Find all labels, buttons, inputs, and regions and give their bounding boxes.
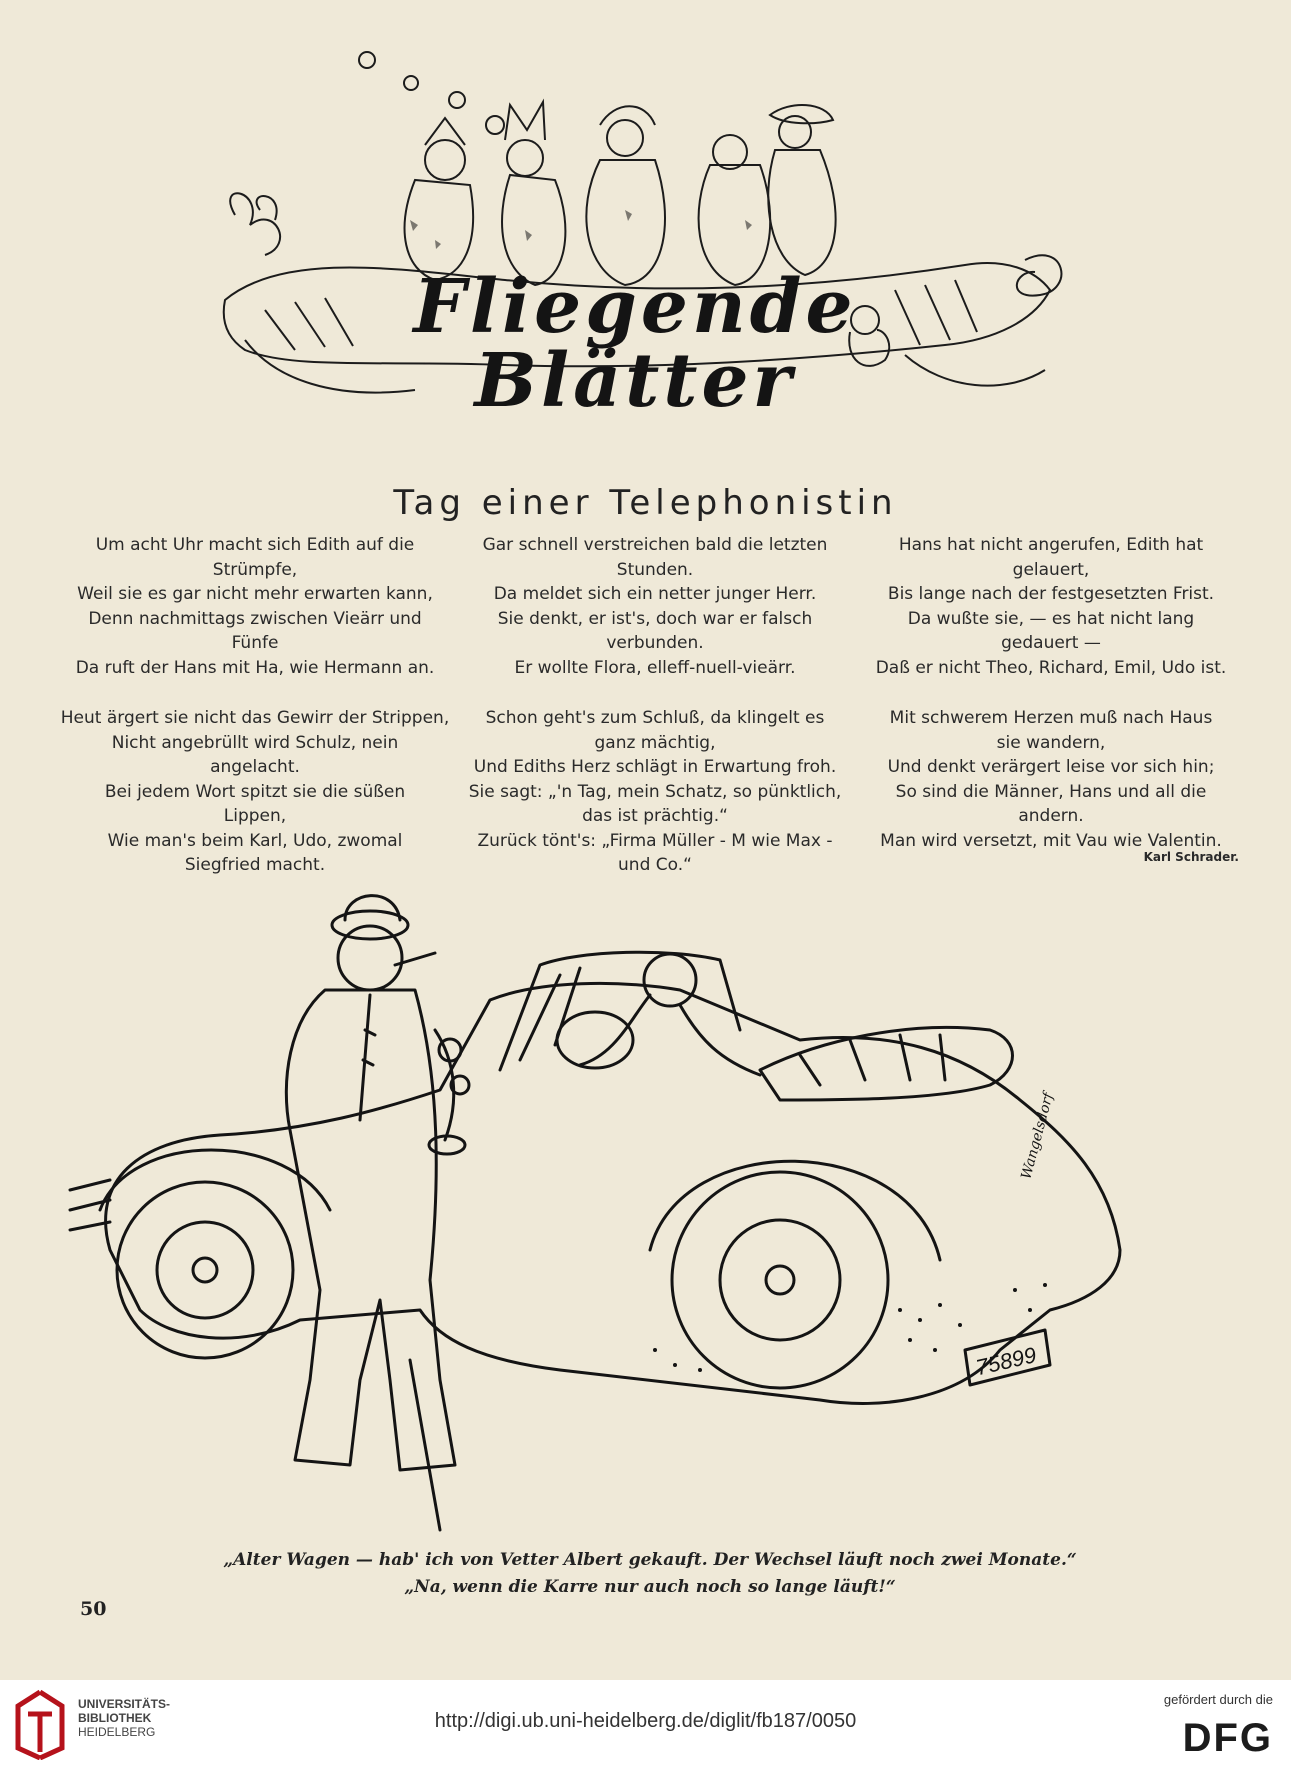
footer-bar [0, 1680, 1291, 1770]
car-drawing [60, 880, 1230, 1540]
funded-by-label: gefördert durch die [1163, 1692, 1273, 1707]
poem-stanza: Hans hat nicht angerufen, Edith hat gelauert, Bis lange nach der festgesetzten Frist. Da wußte sie, — es hat nicht lang gedauert — Daß er nicht Theo, Richard, Emil, Udo ist. [875, 535, 1227, 678]
source-url-link[interactable]: http://digi.ub.uni-heidelberg.de/diglit/fb187/0050 [434, 1710, 857, 1732]
masthead [205, 40, 1085, 424]
license-plate-number: 75899 [973, 1342, 1039, 1381]
poem-column-2 [460, 533, 850, 878]
caption-line: „Na, wenn die Karre nur auch noch so lange läuft!“ [404, 1577, 896, 1597]
artist-signature: Wangelsdorf [1018, 1091, 1057, 1182]
poem-stanza: Mit schwerem Herzen muß nach Haus sie wandern, Und denkt verärgert leise vor sich hin; So sind die Männer, Hans und all die andern. Man wird versetzt, mit Vau wie Valentin. [880, 708, 1222, 851]
cartoon-illustration [60, 880, 1230, 1540]
dfg-logo: DFG [1182, 1716, 1273, 1760]
poem-column-3 [856, 533, 1246, 853]
poem-stanza: Gar schnell verstreichen bald die letzten Stunden. Da meldet sich ein netter junger Herr. Sie denkt, er ist's, doch war er falsch verbunden. Er wollte Flora, elleff-nuell-vieärr. [482, 535, 828, 678]
poem-stanza: Heut ärgert sie nicht das Gewirr der Strippen, Nicht angebrüllt wird Schulz, nein angelacht. Bei jedem Wort spitzt sie die süßen Lippen, Wie man's beim Karl, Udo, zwomal Siegfried macht. [60, 708, 450, 875]
library-name: UNIVERSITÄTS- BIBLIOTHEK HEIDELBERG [78, 1697, 171, 1739]
page-number: 50 [80, 1598, 107, 1620]
poem-author: Karl Schrader. [1143, 850, 1239, 864]
masthead-title: Fliegende Blätter [413, 264, 857, 424]
poem-stanza: Um acht Uhr macht sich Edith auf die Strümpfe, Weil sie es gar nicht mehr erwarten kann, Denn nachmittags zwischen Vieärr und Fünfe Da ruft der Hans mit Ha, wie Hermann an. [75, 535, 435, 678]
caption-line: „Alter Wagen — hab' ich von Vetter Albert gekauft. Der Wechsel läuft noch zwei Monate.“ [223, 1550, 1077, 1570]
poem-stanza: Schon geht's zum Schluß, da klingelt es ganz mächtig, Und Ediths Herz schlägt in Erwartung froh. Sie sagt: „'n Tag, mein Schatz, so pünktlich, das ist prächtig.“ Zurück tönt's: „Firma Müller - M wie Max - und Co.“ [468, 708, 842, 875]
cartoon-caption [200, 1547, 1100, 1601]
poem-column-1 [60, 533, 450, 878]
poem-title: Tag einer Telephonistin [393, 483, 898, 523]
